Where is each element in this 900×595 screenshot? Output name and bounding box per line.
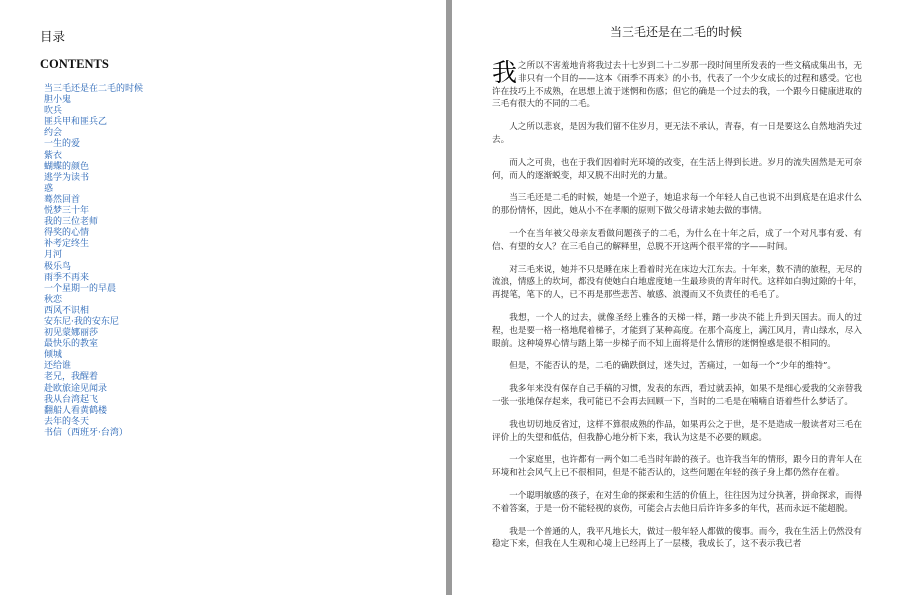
chapter-title: 当三毛还是在二毛的时候 <box>609 25 742 39</box>
toc-link[interactable]: 紫衣 <box>44 150 63 161</box>
toc-link[interactable]: 悦梦三十年 <box>44 206 90 217</box>
toc-link[interactable]: 最快乐的教室 <box>44 339 99 350</box>
toc-link[interactable]: 安东尼·我的安东尼 <box>44 316 119 327</box>
toc-link[interactable]: 雨季不再来 <box>44 272 90 283</box>
toc-heading: 目录 <box>40 29 66 44</box>
first-paragraph-text: 之所以不害羞地肯将我过去十七岁到二十二岁那一段时间里所发表的一些文稿成集出书，无非只有一个目的——这本《雨季不再来》的小书，代表了一个少女成长的过程和感受。它也许在技巧上不成熟，在思想上流于迷惘和伤感；但它的确是一个过去的我，一个跟今日健康进取的三毛有很大的不同的二毛。 <box>492 61 862 110</box>
toc-link[interactable]: 匪兵甲和匪兵乙 <box>44 117 108 128</box>
toc-list <box>44 84 143 439</box>
body-paragraph: 一个在当年被父母亲友看做问题孩子的二毛，为什么在十年之后，成了一个对凡事有爱、有信、有望的女人？在三毛自己的解释里，总脱不开这两个很平常的字——时间。 <box>492 228 862 252</box>
body-paragraph: 我是一个普通的人，我平凡地长大，做过一般年轻人都做的傻事。而今，我在生活上仍然没有稳定下来，但我在人生观和心境上已经再上了一层楼，我成长了，这不表示我已者 <box>492 526 862 550</box>
toc-link[interactable]: 初见蒙娜丽莎 <box>44 328 99 339</box>
toc-link[interactable]: 得奖的心情 <box>44 228 90 239</box>
first-paragraph <box>492 60 862 111</box>
toc-link[interactable]: 吹兵 <box>44 106 63 117</box>
toc-link[interactable]: 老兄，我醒着 <box>44 372 99 383</box>
body-paragraph: 当三毛还是二毛的时候，她是一个逆子，她追求每一个年轻人自己也说不出到底是在追求什么的那份情怀，因此，她从小不在孝顺的原则下做父母请求她去做的事情。 <box>492 193 862 217</box>
toc-link[interactable]: 胆小鬼 <box>44 95 72 106</box>
body-paragraph: 而人之可贵，也在于我们因着时光环境的改变，在生活上得到长进。岁月的流失固然是无可奈何，而人的逐渐蜕变，却又脱不出时光的力量。 <box>492 157 862 181</box>
toc-link[interactable]: 月河 <box>44 250 63 261</box>
toc-link[interactable]: 惑 <box>44 183 54 194</box>
toc-link[interactable]: 极乐鸟 <box>44 261 72 272</box>
body-paragraph: 我想，一个人的过去，就像圣经上雅各的天梯一样，踏一步决不能上升到天国去。而人的过程，也是要一格一格地爬着梯子，才能到了某种高度。在那个高度上，满江风月，青山绿水，尽入眼前。这种境界心情与踏上第一步梯子而不知上面将是什么情形的迷惘惶惑是很不相同的。 <box>492 312 862 349</box>
toc-link[interactable]: 赴欧旅途见闻录 <box>44 383 108 394</box>
toc-link[interactable]: 翻船人看黄鹤楼 <box>44 405 108 416</box>
toc-link[interactable]: 逃学为读书 <box>44 172 90 183</box>
toc-link[interactable]: 一个星期一的早晨 <box>44 283 117 294</box>
body-paragraph: 我多年来没有保存自己手稿的习惯，发表的东西，看过就丢掉，如果不是细心爱我的父亲替我一张一张地保存起来，我可能已不会再去回顾一下，当时的二毛是在喃喃自语着些什么梦话了。 <box>492 384 862 407</box>
toc-link[interactable]: 还给谁 <box>44 361 72 372</box>
toc-link[interactable]: 一生的爱 <box>44 139 81 150</box>
paragraph-container <box>492 121 862 551</box>
body-paragraph: 对三毛来说，她并不只是睡在床上看着时光在床边大江东去。十年来，数不清的旅程，无尽的流浪，情感上的坎坷，都没有使她白白地虚度她一生最珍贵的青年时代。这样如白驹过隙的十年，再提笔，笔下的人，已不再是那些悲苦、敏感、浪漫而又不负责任的毛毛了。 <box>492 264 862 301</box>
toc-link[interactable]: 去年的冬天 <box>44 416 90 427</box>
toc-link[interactable]: 蓦然回首 <box>44 194 81 205</box>
body-paragraph: 一个聪明敏感的孩子，在对生命的探索和生活的价值上，往往因为过分执著，拼命探求，而得不着答案，于是一份不能轻视的哀伤，可能会占去他日后许许多多的年代，甚而永远不能超脱。 <box>492 490 862 514</box>
toc-link[interactable]: 西风不识相 <box>44 305 90 316</box>
toc-link[interactable]: 倾城 <box>44 350 63 361</box>
contents-label: CONTENTS <box>40 57 109 71</box>
toc-link[interactable]: 补考定终生 <box>44 239 90 250</box>
right-page <box>452 0 900 595</box>
toc-link[interactable]: 我的三位老师 <box>44 217 99 228</box>
body-paragraph: 人之所以悲哀，是因为我们留不住岁月，更无法不承认，青春，有一日是要这么自然地消失过去。 <box>492 122 862 145</box>
toc-link[interactable]: 蝴蝶的颜色 <box>44 161 90 172</box>
toc-link[interactable]: 书信（西班牙·台湾） <box>44 427 128 438</box>
body-paragraph: 但是，不能否认的是，二毛的确跌倒过，迷失过，苦痛过，一如每一个“少年的维特”。 <box>509 361 836 372</box>
dropcap: 我 <box>492 58 518 87</box>
toc-link[interactable]: 当三毛还是在二毛的时候 <box>44 84 144 94</box>
body-paragraph: 一个家庭里，也许都有一两个如二毛当时年龄的孩子。也许我当年的情形，跟今日的青年人在环境和社会风气上已不很相同，但是不能否认的，这些问题在年轻的孩子身上都仍然存在着。 <box>492 455 862 479</box>
left-page <box>0 0 446 595</box>
toc-link[interactable]: 秋恋 <box>44 294 63 305</box>
toc-link[interactable]: 约会 <box>44 128 63 139</box>
body-paragraph: 我也切切地反省过，这样不算很成熟的作品，如果再公之于世，是不是造成一般读者对三毛在评价上的失望和低估，但我静心地分析下来，我认为这是不必要的顾虑。 <box>492 419 862 443</box>
toc-link[interactable]: 我从台湾起飞 <box>44 394 99 405</box>
chapter-body <box>492 60 862 561</box>
